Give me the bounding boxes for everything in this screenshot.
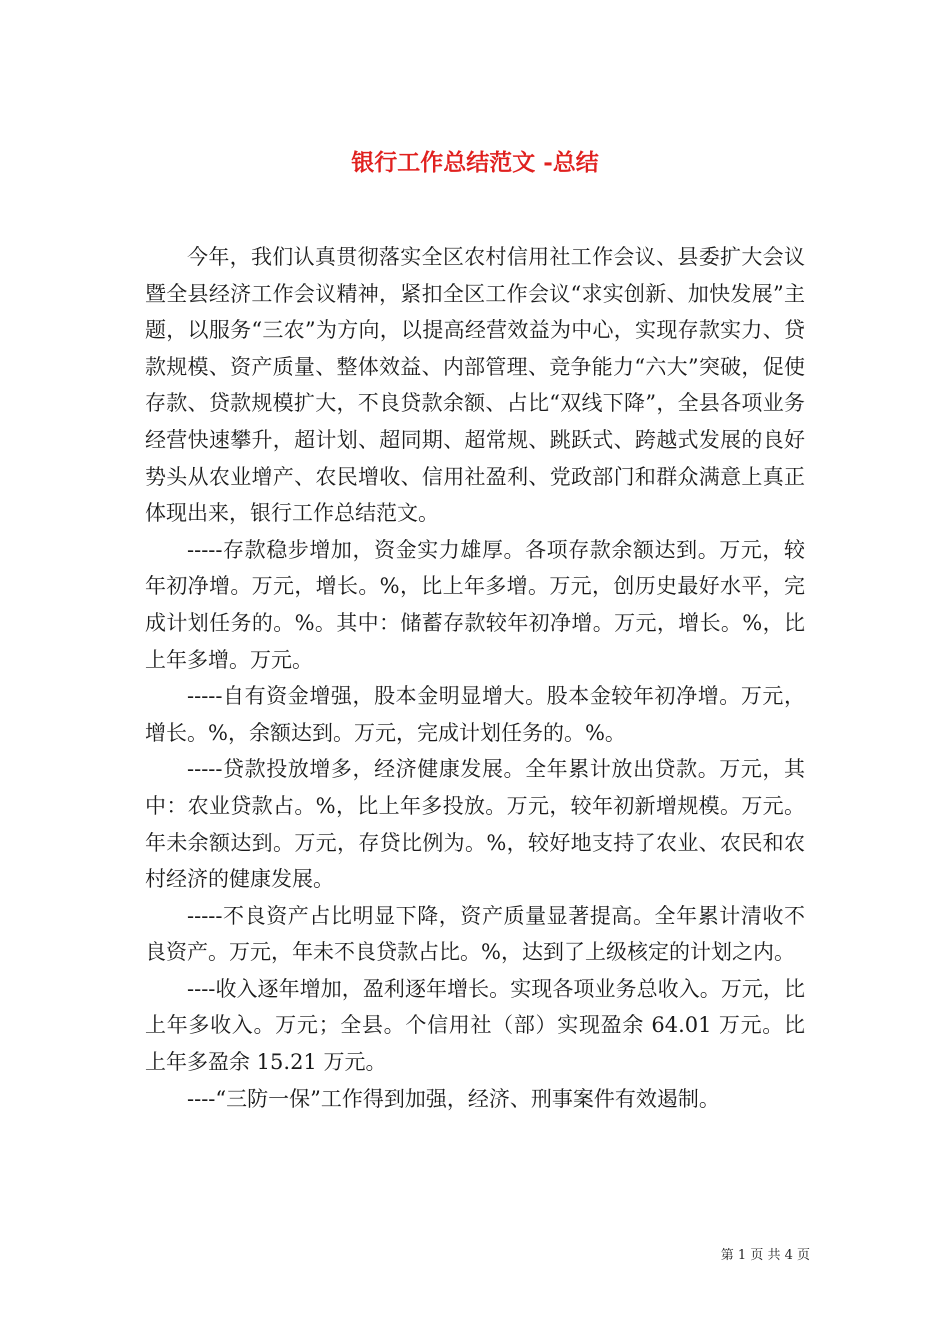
paragraph-nonperforming-assets: -----不良资产占比明显下降，资产质量显著提高。全年累计清收不良资产。万元，年未不良贷款占比。%，达到了上级核定的计划之内。 xyxy=(145,903,805,965)
page-number: 第 1 页 共 4 页 xyxy=(720,1248,810,1263)
document-title: 银行工作总结范文 -总结 xyxy=(351,149,599,177)
document-body xyxy=(145,239,805,1117)
paragraph-capital: -----自有资金增强，股本金明显增大。股本金较年初净增。万元，增长。%，余额达到。万元，完成计划任务的。%。 xyxy=(145,684,805,745)
paragraph-loans: -----贷款投放增多，经济健康发展。全年累计放出贷款。万元，其中：农业贷款占。%，比上年多投放。万元，较年初新增规模。万元。年未余额达到。万元，存贷比例为。%，较好地支持了农业、农民和农村经济的健康发展。 xyxy=(145,757,805,892)
paragraph-intro: 今年，我们认真贯彻落实全区农村信用社工作会议、县委扩大会议暨全县经济工作会议精神，紧扣全区工作会议“求实创新、加快发展”主题，以服务“三农”为方向，以提高经营效益为中心，实现存款实力、贷款规模、资产质量、整体效益、内部管理、竞争能力“六大”突破，促使存款、贷款规模扩大，不良贷款余额、占比“双线下降”，全县各项业务经营快速攀升，超计划、超同期、超常规、跳跃式、跨越式发展的良好势头从农业增产、农民增收、信用社盈利、党政部门和群众满意上真正体现出来，银行工作总结范文。 xyxy=(145,245,805,526)
paragraph-security: ----“三防一保”工作得到加强，经济、刑事案件有效遏制。 xyxy=(187,1086,720,1111)
paragraph-deposits: -----存款稳步增加，资金实力雄厚。各项存款余额达到。万元，较年初净增。万元，增长。%，比上年多增。万元，创历史最好水平，完成计划任务的。%。其中：储蓄存款较年初净增。万元，增长。%，比上年多增。万元。 xyxy=(145,537,805,672)
paragraph-income: ----收入逐年增加，盈利逐年增长。实现各项业务总收入。万元，比上年多收入。万元；全县。个信用社（部）实现盈余 64.01 万元。比上年多盈余 15.21 万元。 xyxy=(145,976,805,1075)
